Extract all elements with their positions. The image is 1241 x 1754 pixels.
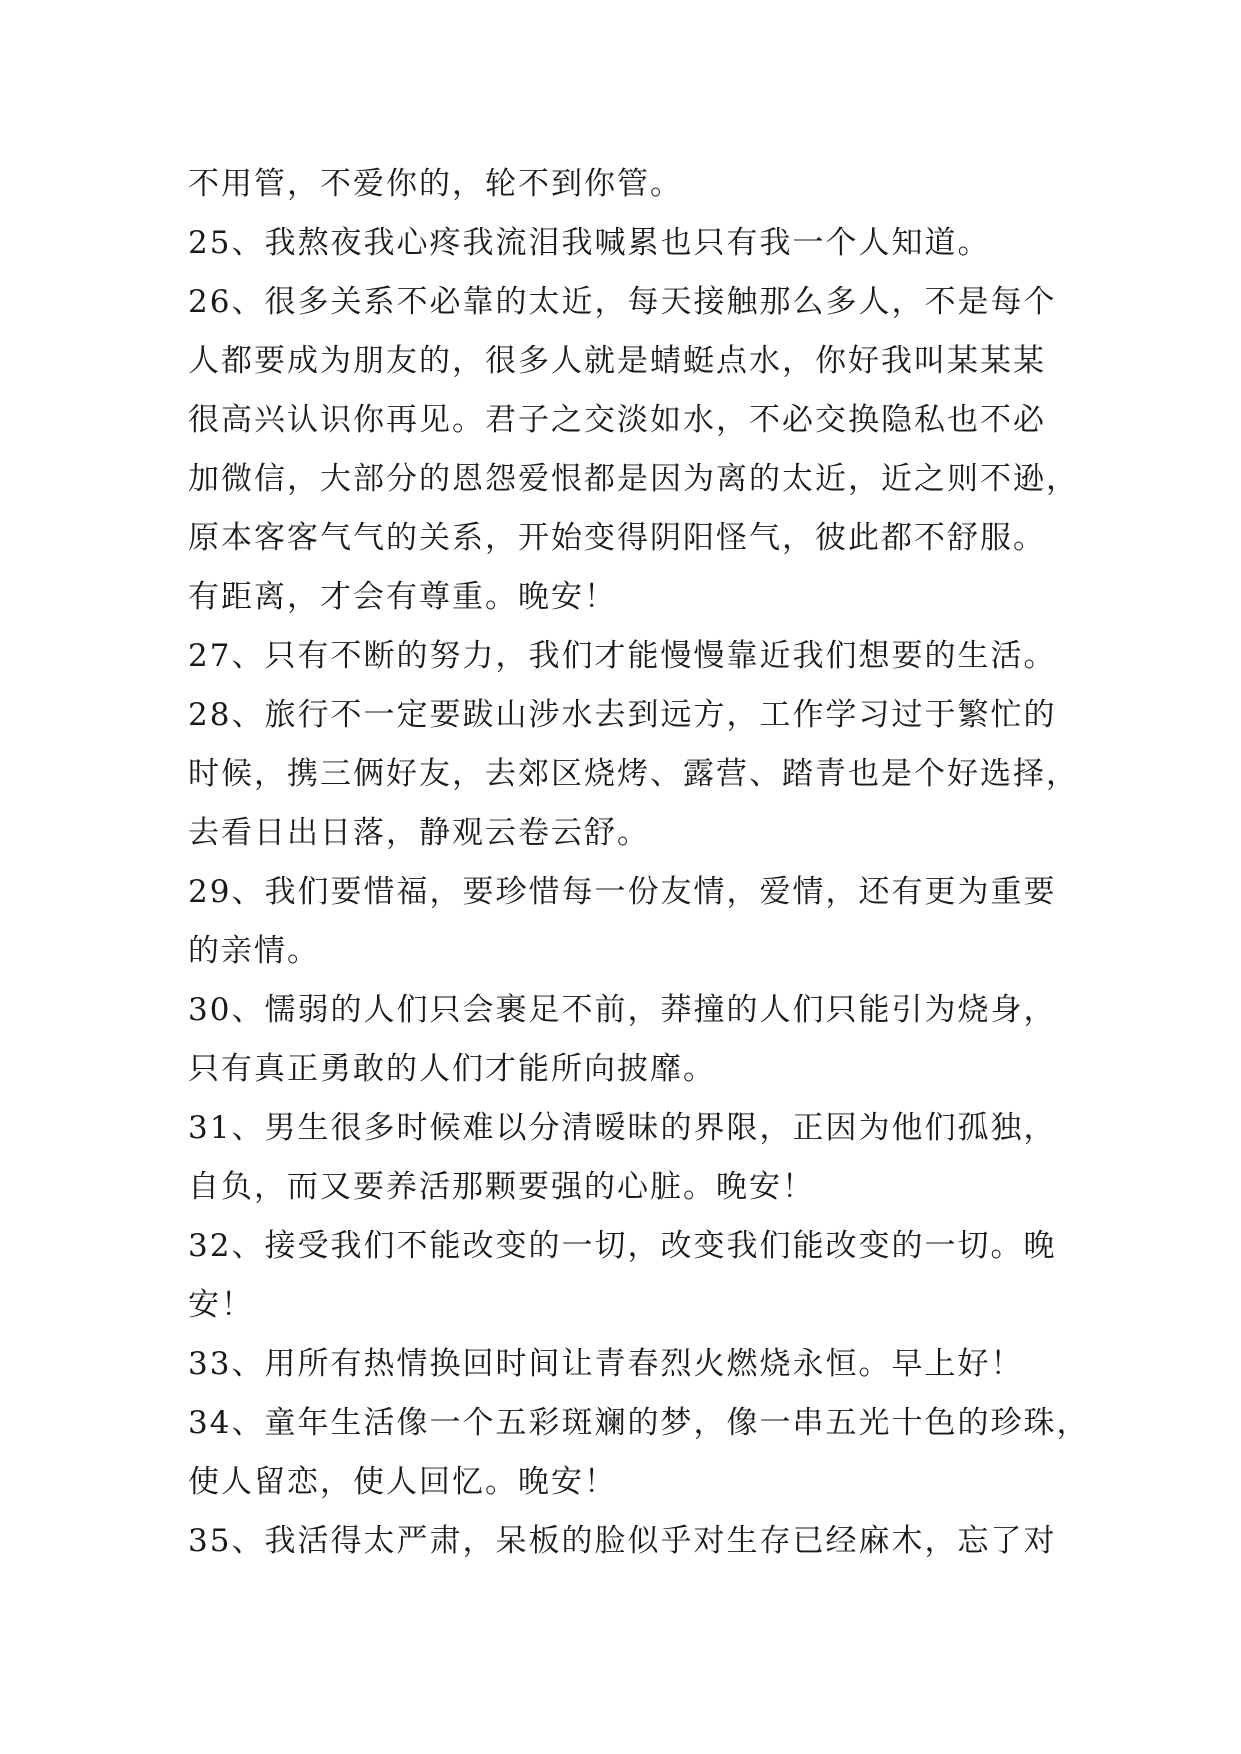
text-line: 去看日出日落，静观云卷云舒。: [188, 815, 650, 851]
text-line: 时候，携三俩好友，去郊区烧烤、露营、踏青也是个好选择，: [188, 756, 1079, 792]
text-line: 25、我熬夜我心疼我流泪我喊累也只有我一个人知道。: [188, 225, 991, 261]
text-line: 人都要成为朋友的，很多人就是蜻蜓点水，你好我叫某某某: [188, 343, 1046, 379]
text-line: 29、我们要惜福，要珍惜每一份友情，爱情，还有更为重要: [188, 874, 1057, 910]
text-line: 27、只有不断的努力，我们才能慢慢靠近我们想要的生活。: [188, 638, 1057, 674]
text-line: 使人留恋，使人回忆。晚安！: [188, 1464, 617, 1500]
text-line: 的亲情。: [188, 933, 320, 969]
text-line: 33、用所有热情换回时间让青春烈火燃烧永恒。早上好！: [188, 1346, 1024, 1382]
text-line: 26、很多关系不必靠的太近，每天接触那么多人，不是每个: [188, 284, 1057, 320]
text-line: 自负，而又要养活那颗要强的心脏。晚安！: [188, 1169, 815, 1205]
text-line: 不用管，不爱你的，轮不到你管。: [188, 166, 683, 202]
document-body: [188, 155, 1090, 1571]
text-line: 30、懦弱的人们只会裹足不前，莽撞的人们只能引为烧身，: [188, 992, 1057, 1028]
text-line: 35、我活得太严肃，呆板的脸似乎对生存已经麻木，忘了对: [188, 1523, 1057, 1559]
text-line: 很高兴认识你再见。君子之交淡如水，不必交换隐私也不必: [188, 402, 1046, 438]
text-line: 32、接受我们不能改变的一切，改变我们能改变的一切。晚: [188, 1228, 1057, 1264]
text-line: 34、童年生活像一个五彩斑斓的梦，像一串五光十色的珍珠，: [188, 1405, 1090, 1441]
text-line: 加微信，大部分的恩怨爱恨都是因为离的太近，近之则不逊，: [188, 461, 1079, 497]
text-line: 有距离，才会有尊重。晚安！: [188, 579, 617, 615]
text-line: 31、男生很多时候难以分清暧昧的界限，正因为他们孤独，: [188, 1110, 1057, 1146]
text-line: 28、旅行不一定要跋山涉水去到远方，工作学习过于繁忙的: [188, 697, 1057, 733]
text-line: 只有真正勇敢的人们才能所向披靡。: [188, 1051, 716, 1087]
text-line: 安！: [188, 1287, 254, 1323]
text-line: 原本客客气气的关系，开始变得阴阳怪气，彼此都不舒服。: [188, 520, 1046, 556]
